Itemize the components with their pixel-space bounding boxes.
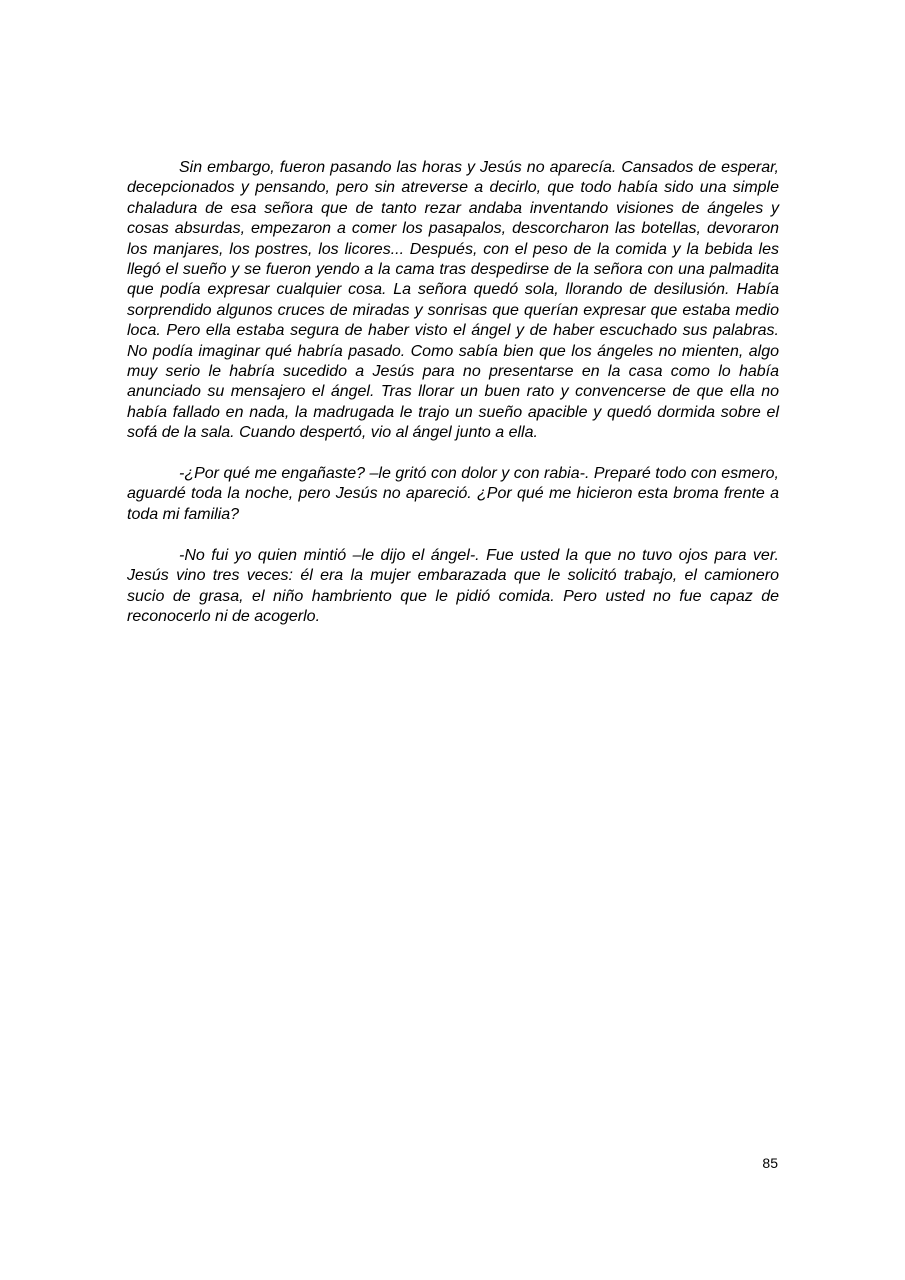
paragraph-dialogue-angel: -No fui yo quien mintió –le dijo el ángel-. Fue usted la que no tuvo ojos para ver. Jesús vino tres veces: él era la mujer embarazada que le solicitó trabajo, el camionero sucio de grasa, el niño hambriento que le pidió comida. Pero usted no fue capaz de reconocerlo ni de acogerlo. bbox=[127, 546, 779, 625]
paragraph-narrative: Sin embargo, fueron pasando las horas y Jesús no aparecía. Cansados de esperar, decepcionados y pensando, pero sin atreverse a decirlo, que todo había sido una simple chaladura de esa señora que de tanto rezar andaba inventando visiones de ángeles y cosas absurdas, empezaron a comer los pasapalos, descorcharon las botellas, devoraron los manjares, los postres, los licores... Después, con el peso de la comida y la bebida les llegó el sueño y se fueron yendo a la cama tras despedirse de la señora con una palmadita que podía expresar cualquier cosa. La señora quedó sola, llorando de desilusión. Había sorprendido algunos cruces de miradas y sonrisas que querían expresar que estaba medio loca. Pero ella estaba segura de haber visto el ángel y de haber escuchado sus palabras. No podía imaginar qué habría pasado. Como sabía bien que los ángeles no mienten, algo muy serio le habría sucedido a Jesús para no presentarse en la casa como lo había anunciado su mensajero el ángel. Tras llorar un buen rato y convencerse de que ella no había fallado en nada, la madrugada le trajo un sueño apacible y quedó dormida sobre el sofá de la sala. Cuando despertó, vio al ángel junto a ella. bbox=[127, 159, 779, 442]
paragraph-dialogue-woman: -¿Por qué me engañaste? –le gritó con dolor y con rabia-. Preparé todo con esmero, aguardé toda la noche, pero Jesús no apareció. ¿Por qué me hicieron esta broma frente a toda mi familia? bbox=[127, 465, 779, 523]
page-number: 85 bbox=[762, 1155, 778, 1171]
body-text bbox=[127, 158, 779, 627]
